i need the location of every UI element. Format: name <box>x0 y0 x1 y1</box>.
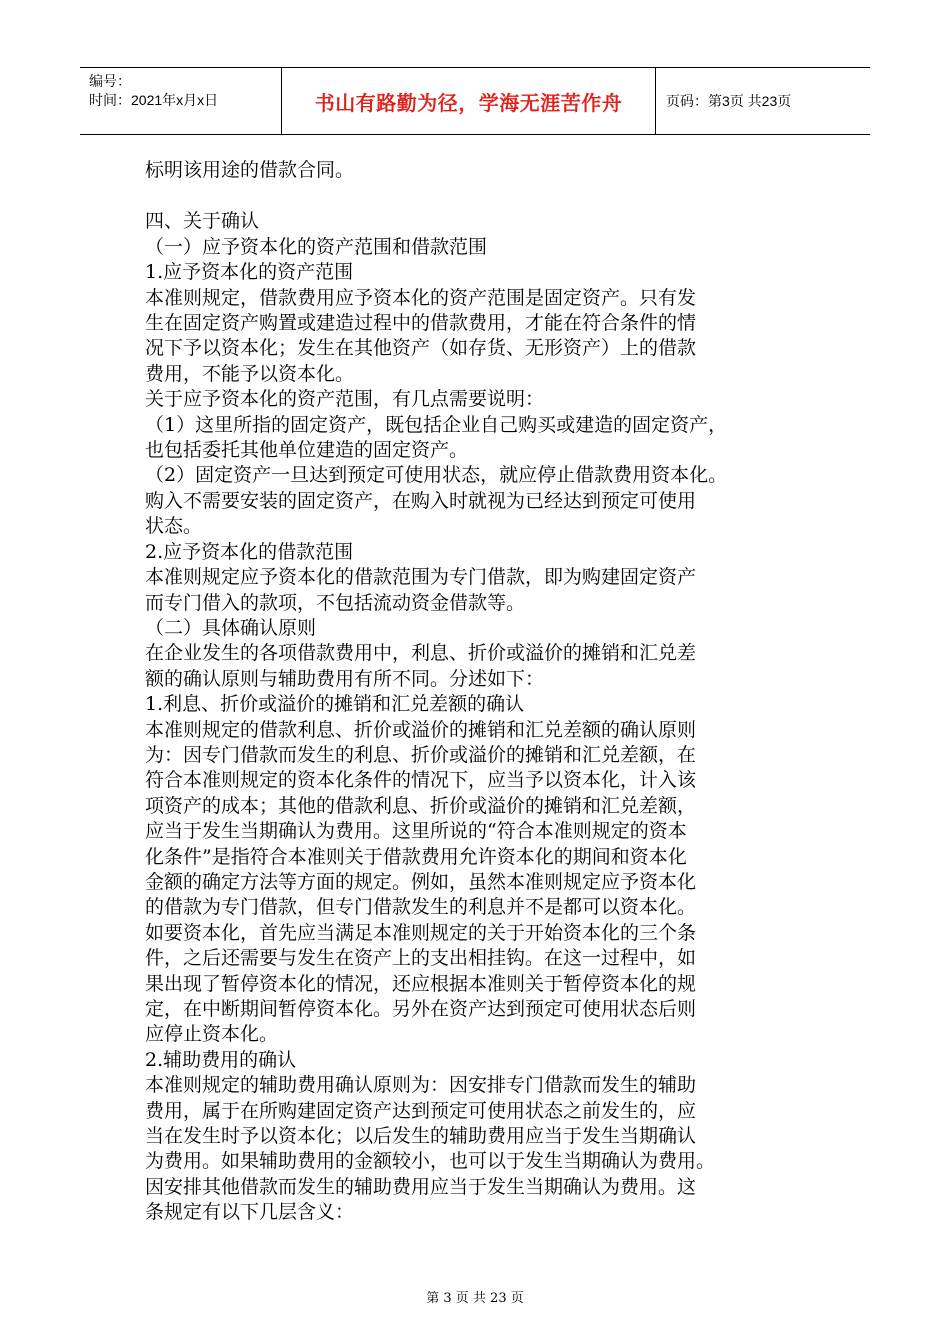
text-line: 果出现了暂停资本化的情况，还应根据本准则关于暂停资本化的规 <box>145 972 697 995</box>
text-line: 额的确认原则与辅助费用有所不同。分述如下： <box>145 667 545 690</box>
date-label: 时间：2021年x月x日 <box>89 92 219 108</box>
text-line: （一）应予资本化的资产范围和借款范围 <box>145 235 488 258</box>
text-line: 在企业发生的各项借款费用中，利息、折价或溢价的摊销和汇兑差 <box>145 642 697 665</box>
text-line: （1）这里所指的固定资产，既包括企业自己购买或建造的固定资产， <box>145 413 728 436</box>
code-label: 编号： <box>89 73 131 89</box>
text-line: 项资产的成本；其他的借款利息、折价或溢价的摊销和汇兑差额， <box>145 794 697 817</box>
text-line: 标明该用途的借款合同。 <box>145 159 355 181</box>
text-line: 应停止资本化。 <box>145 1023 279 1046</box>
text-line: 而专门借入的款项，不包括流动资金借款等。 <box>145 591 526 614</box>
text-line: 如要资本化，首先应当满足本准则规定的关于开始资本化的三个条 <box>145 921 697 944</box>
text-line: 购入不需要安装的固定资产，在购入时就视为已经达到预定可使用 <box>145 489 697 512</box>
text-line: 费用，属于在所购建固定资产达到预定可使用状态之前发生的，应 <box>145 1099 697 1122</box>
text-line: 本准则规定，借款费用应予资本化的资产范围是固定资产。只有发 <box>145 286 697 309</box>
text-line: 化条件”是指符合本准则关于借款费用允许资本化的期间和资本化 <box>145 845 687 868</box>
text-line: 费用，不能予以资本化。 <box>145 362 355 385</box>
text-line: 应当于发生当期确认为费用。这里所说的“符合本准则规定的资本 <box>145 820 687 843</box>
text-line: （2）固定资产一旦达到预定可使用状态，就应停止借款费用资本化。 <box>145 464 728 487</box>
text-line: 况下予以资本化；发生在其他资产（如存货、无形资产）上的借款 <box>145 337 697 360</box>
text-line: 本准则规定的辅助费用确认原则为：因安排专门借款而发生的辅助 <box>145 1074 697 1097</box>
text-line: 关于应予资本化的资产范围，有几点需要说明： <box>145 388 545 411</box>
text-line: 条规定有以下几层含义： <box>145 1201 355 1224</box>
text-line: 四、关于确认 <box>145 210 260 233</box>
text-line: 1.应予资本化的资产范围 <box>145 261 354 284</box>
text-line: （二）具体确认原则 <box>145 616 317 639</box>
text-line: 2.应予资本化的借款范围 <box>145 540 354 563</box>
text-line: 状态。 <box>145 515 203 538</box>
text-line: 本准则规定的借款利息、折价或溢价的摊销和汇兑差额的确认原则 <box>145 718 697 741</box>
document-body <box>145 158 825 1226</box>
text-line: 符合本准则规定的资本化条件的情况下，应当予以资本化，计入该 <box>145 769 697 792</box>
header-motto: 书山有路勤为径，学海无涯苦作舟 <box>282 68 656 134</box>
text-line: 也包括委托其他单位建造的固定资产。 <box>145 439 469 462</box>
text-line: 的借款为专门借款，但专门借款发生的利息并不是都可以资本化。 <box>145 896 697 919</box>
text-line: 2.辅助费用的确认 <box>145 1048 297 1071</box>
text-line: 本准则规定应予资本化的借款范围为专门借款，即为购建固定资产 <box>145 566 697 589</box>
header-meta <box>80 68 282 134</box>
text-line: 定，在中断期间暂停资本化。另外在资产达到预定可使用状态后则 <box>145 998 697 1020</box>
page-header <box>80 67 870 135</box>
text-line: 为费用。如果辅助费用的金额较小，也可以于发生当期确认为费用。 <box>145 1150 716 1173</box>
text-line: 金额的确定方法等方面的规定。例如，虽然本准则规定应予资本化 <box>145 870 697 893</box>
text-line: 因安排其他借款而发生的辅助费用应当于发生当期确认为费用。这 <box>145 1175 697 1198</box>
paragraph-gap <box>145 183 825 209</box>
text-line: 1.利息、折价或溢价的摊销和汇兑差额的确认 <box>145 693 525 716</box>
text-line: 件，之后还需要与发生在资产上的支出相挂钩。在这一过程中，如 <box>145 947 697 970</box>
page-footer: 第 3 页 共 23 页 <box>426 1291 524 1306</box>
header-page-info: 页码：第3页 共23页 <box>666 93 792 109</box>
text-line: 生在固定资产购置或建造过程中的借款费用，才能在符合条件的情 <box>145 312 697 335</box>
text-line: 为：因专门借款而发生的利息、折价或溢价的摊销和汇兑差额，在 <box>145 743 697 766</box>
text-line: 当在发生时予以资本化；以后发生的辅助费用应当于发生当期确认 <box>145 1125 697 1148</box>
